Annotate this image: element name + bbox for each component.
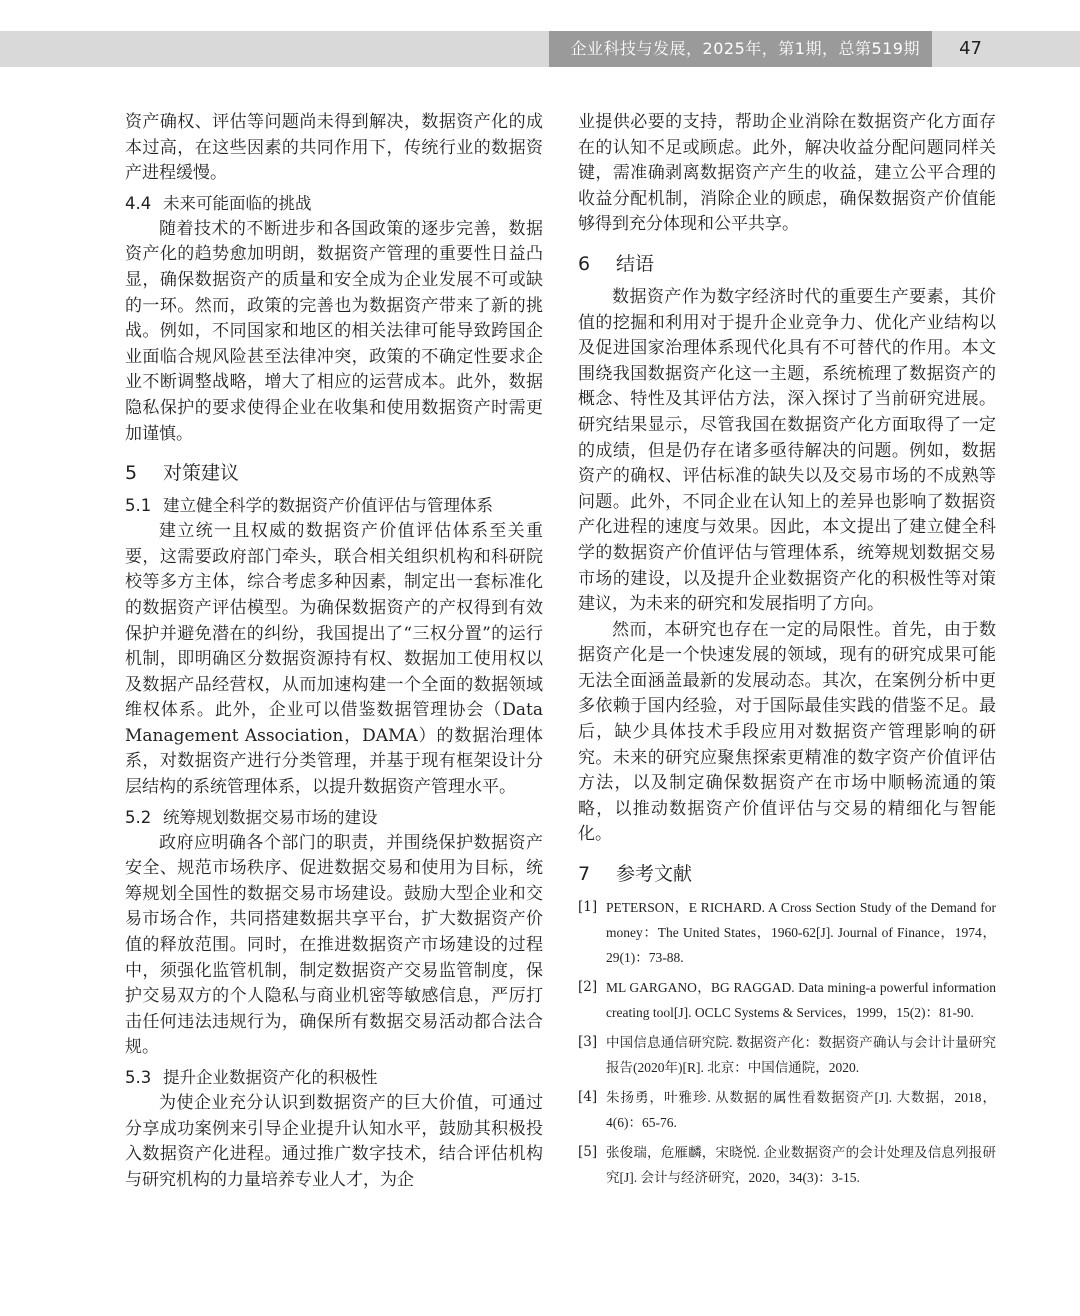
right-column [578,110,996,1190]
reference-text: ML GARGANO，BG RAGGAD. Data mining-a powerful information creating tool[J]. OCLC Systems & Services，1999，15(2)：81-90. [606,980,996,1021]
section-number: 5.3 [125,1068,152,1087]
paragraph: 业提供必要的支持，帮助企业消除在数据资产化方面存在的认知不足或顾虑。此外，解决收益分配问题同样关键，需准确剥离数据资产产生的收益，建立公平合理的收益分配机制，消除企业的顾虑，确保数据资产价值能够得到充分体现和公平共享。 [578,112,996,235]
section-heading-5-3 [125,1066,543,1090]
reference-number: [4] [578,1089,598,1106]
page-number: 47 [959,38,982,59]
reference-list [578,895,996,1190]
reference-text: 张俊瑞，危雁麟，宋晓悦. 企业数据资产的会计处理及信息列报研究[J]. 会计与经济研究，2020，34(3)：3-15. [606,1145,996,1186]
reference-item [578,1030,996,1080]
paragraph: 政府应明确各个部门的职责，并围绕保护数据资产安全、规范市场秩序、促进数据交易和使用为目标，统筹规划全国性的数据交易市场建设。鼓励大型企业和交易市场合作，共同搭建数据共享平台，扩大数据资产价值的释放范围。同时，在推进数据资产市场建设的过程中，须强化监管机制，制定数据资产交易监管制度，保护交易双方的个人隐私与商业机密等敏感信息，严厉打击任何违法违规行为，确保所有数据交易活动都合法合规。 [125,832,543,1058]
section-title: 参考文献 [616,863,693,886]
section-number: 7 [578,863,591,886]
paragraph: 资产确权、评估等问题尚未得到解决，数据资产化的成本过高，在这些因素的共同作用下，传统行业的数据资产进程缓慢。 [125,112,543,184]
section-number: 5 [125,462,138,485]
section-heading-5 [125,459,543,487]
section-heading-4-4 [125,192,543,216]
section-number: 4.4 [125,193,152,213]
section-title: 未来可能面临的挑战 [163,193,312,213]
section-heading-6 [578,250,996,278]
section-heading-7 [578,860,996,888]
section-number: 6 [578,252,591,275]
reference-number: [3] [578,1034,598,1051]
running-header [0,31,1080,67]
section-number: 5.2 [125,807,152,827]
reference-number: [5] [578,1144,598,1161]
paragraph: 建立统一且权威的数据资产价值评估体系至关重要，这需要政府部门牵头，联合相关组织机构和科研院校等多方主体，综合考虑多种因素，制定出一套标准化的数据资产评估模型。为确保数据资产的产权得到有效保护并避免潜在的纠纷，我国提出了“三权分置”的运行机制，即明确区分数据资源持有权、数据加工使用权以及数据产品经营权，从而加速构建一个全面的数据领域维权体系。此外，企业可以借鉴数据管理协会（Data Management Association，DAMA）的数据治理体系，对数据资产进行分类管理，并基于现有框架设计分层结构的系统管理体系，以提升数据资产管理水平。 [125,521,543,798]
section-title: 建立健全科学的数据资产价值评估与管理体系 [163,496,493,516]
reference-number: [1] [578,899,598,916]
paragraph: 为使企业充分认识到数据资产的巨大价值，可通过分享成功案例来引导企业提升认知水平，鼓励其积极投入数据资产化进程。通过推广数字技术，结合评估机构与研究机构的力量培养专业人才，为企 [125,1093,543,1190]
reference-number: [2] [578,979,598,996]
section-heading-5-2 [125,806,543,830]
reference-text: PETERSON，E RICHARD. A Cross Section Study of the Demand for money：The United States，1960-62[J]. Journal of Finance，1974，29(1)：73-88. [606,900,996,966]
section-title: 提升企业数据资产化的积极性 [163,1068,378,1087]
section-heading-5-1 [125,494,543,518]
reference-text: 中国信息通信研究院. 数据资产化：数据资产确认与会计计量研究报告(2020年)[R]. 北京：中国信通院，2020. [606,1035,996,1076]
reference-item [578,1140,996,1190]
left-column [125,110,543,1193]
reference-item [578,895,996,970]
paragraph: 然而，本研究也存在一定的局限性。首先，由于数据资产化是一个快速发展的领域，现有的研究成果可能无法全面涵盖最新的发展动态。其次，在案例分析中更多依赖于国内经验，对于国际最佳实践的借鉴不足。最后，缺少具体技术手段应用对数据资产管理影响的研究。未来的研究应聚焦探索更精准的数字资产价值评估方法，以及制定确保数据资产在市场中顺畅流通的策略，以推动数据资产价值评估与交易的精细化与智能化。 [578,619,996,845]
section-title: 统筹规划数据交易市场的建设 [163,807,378,827]
section-title: 结语 [616,252,655,275]
reference-text: 朱扬勇，叶雅珍. 从数据的属性看数据资产[J]. 大数据，2018，4(6)：65-76. [606,1090,996,1131]
paragraph: 数据资产作为数字经济时代的重要生产要素，其价值的挖掘和利用对于提升企业竞争力、优化产业结构以及促进国家治理体系现代化具有不可替代的作用。本文围绕我国数据资产化这一主题，系统梳理了数据资产的概念、特性及其评估方法，深入探讨了当前研究进展。研究结果显示，尽管我国在数据资产化方面取得了一定的成绩，但是仍存在诸多亟待解决的问题。例如，数据资产的确权、评估标准的缺失以及交易市场的不成熟等问题。此外，不同企业在认知上的差异也影响了数据资产化进程的速度与效果。因此，本文提出了建立健全科学的数据资产价值评估与管理体系，统筹规划数据交易市场的建设，以及提升企业数据资产化的积极性等对策建议，为未来的研究和发展指明了方向。 [578,286,996,615]
paragraph: 随着技术的不断进步和各国政策的逐步完善，数据资产化的趋势愈加明朗，数据资产管理的重要性日益凸显，确保数据资产的质量和安全成为企业发展不可或缺的一环。然而，政策的完善也为数据资产带来了新的挑战。例如，不同国家和地区的相关法律可能导致跨国企业面临合规风险甚至法律冲突，政策的不确定性要求企业不断调整战略，增大了相应的运营成本。此外，数据隐私保护的要求使得企业在收集和使用数据资产时需更加谨慎。 [125,218,543,444]
section-number: 5.1 [125,496,152,516]
reference-item [578,1085,996,1135]
reference-item [578,975,996,1025]
journal-title: 企业科技与发展，2025年，第1期，总第519期 [549,31,932,67]
section-title: 对策建议 [163,462,240,485]
